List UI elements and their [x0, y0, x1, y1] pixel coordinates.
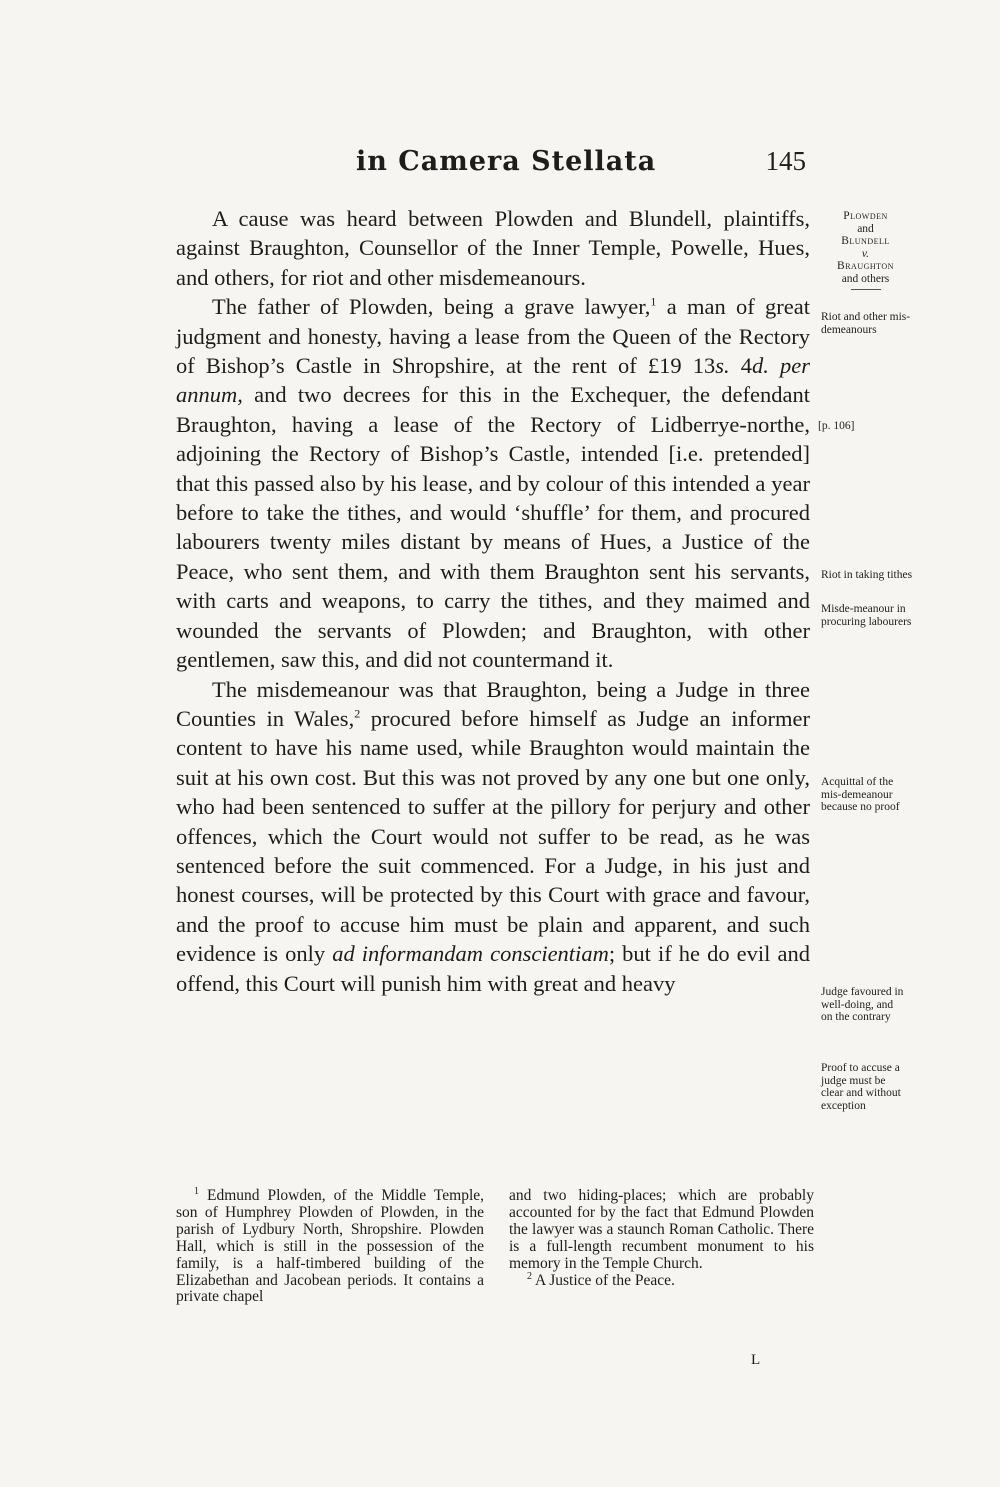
paragraph-2	[176, 292, 810, 674]
footnote-column-left	[176, 1185, 485, 1306]
paragraph-2-text-c: 4	[729, 353, 753, 379]
margin-note-riot: Riot and other mis-demeanours	[821, 311, 911, 336]
footnote-1-text: Edmund Plowden, of the Middle Temple, son of Humphrey Plowden of Plowden, in the parish of Lydbury North, Shropshire. Plowden Hall, which is still in the possession of the family, is a half-timbered building of the Elizabethan and Jacobean periods. It contains a private chapel	[176, 1187, 485, 1306]
paragraph-3-text-c: ; but if he do evil and offend, this Court will punish him with great and heavy	[176, 941, 810, 996]
footnote-2-reference: 2	[354, 706, 361, 721]
running-title: in Camera Stellata	[356, 146, 657, 177]
signature-mark: L	[751, 1352, 761, 1368]
paragraph-1: A cause was heard between Plowden and Blundell, plaintiffs, against Braughton, Counsellor of the Inner Temple, Powelle, Hues, and others, for riot and other misdemeanours.	[176, 206, 810, 290]
case-plaintiffs: Plowden	[843, 210, 888, 222]
margin-note-page-ref: [p. 106]	[818, 420, 855, 432]
pence-abbrev: d.	[752, 353, 769, 379]
page-header	[176, 146, 806, 186]
case-and: and	[857, 222, 874, 235]
paragraph-3	[176, 675, 810, 998]
footnote-2-text: A Justice of the Peace.	[535, 1271, 675, 1289]
shillings-abbrev: s.	[715, 353, 730, 379]
paragraph-2-text-a: The father of Plowden, being a grave lawyer,	[212, 294, 651, 320]
latin-phrase: ad informandam conscientiam	[332, 941, 609, 967]
case-defendant: Braughton	[837, 260, 894, 272]
margin-note-acquittal: Acquittal of the mis-demeanour because no proof	[821, 776, 900, 813]
margin-note-proof: Proof to accuse a judge must be clear and without exception	[821, 1062, 901, 1112]
margin-divider	[851, 289, 881, 290]
margin-note-tithes: Riot in taking tithes	[821, 569, 913, 581]
page-number: 145	[765, 146, 806, 176]
paragraph-3-text-b: procured before himself as Judge an informer content to have his name used, while Braughton would maintain the suit at his own cost. But this was not proved by any one but one only, who had been sentenced to suffer at the pillory for perjury and other offences, which the Court would not suffer to be read, as he was sentenced before the suit commenced. For a Judge, in his just and honest courses, will be protected by this Court with grace and favour, and the proof to accuse him must be plain and apparent, and such evidence is only	[176, 705, 810, 967]
paragraph-2-text-d	[769, 353, 780, 378]
paragraph-2-text-b: a man of great judgment and honesty, having a lease from the Queen of the Rectory of Bishop’s Castle in Shropshire, at the rent of £19 13	[176, 294, 810, 379]
paragraph-2-text-e: and two decrees for this in the Exchequer, the defendant Braughton, having a lease of the Rectory of Lidberrye-northe, adjoining the Rectory of Bishop’s Castle, intended [i.e. pretended] that this passed also by his lease, and by colour of this intended a year before to take the tithes, and would ‘shuffle’ for them, and procured labourers twenty miles distant by means of Hues, a Justice of the Peace, who sent them, and with them Braughton sent his servants, with carts and weapons, to carry the tithes, and they maimed and wounded the servants of Plowden; and Braughton, with other gentlemen, saw this, and did not countermand it.	[176, 382, 810, 673]
footnote-column-right	[509, 1188, 814, 1289]
case-others: and others	[841, 272, 890, 285]
case-blundell: Blundell	[841, 235, 890, 247]
footnote-1-mark: 1	[194, 1185, 199, 1197]
paragraph-3-text-a: The misdemeanour was that Braughton, being a Judge in three Counties in Wales,	[176, 676, 810, 731]
margin-note-judge: Judge favoured in well-doing, and on the contrary	[821, 986, 904, 1023]
footnote-1-reference: 1	[650, 294, 657, 309]
case-versus: v.	[861, 247, 870, 260]
margin-note-case	[818, 210, 913, 293]
margin-note-labourers: Misde-meanour in procuring labourers	[821, 603, 912, 628]
main-text	[176, 204, 810, 998]
footnote-2-mark: 2	[527, 1270, 532, 1282]
footnote-1	[176, 1185, 485, 1306]
per-annum: per annum,	[176, 353, 811, 408]
footnote-2	[509, 1270, 814, 1290]
footnote-1-continued: and two hiding-places; which are probably accounted for by the fact that Edmund Plowden the lawyer was a staunch Roman Catholic. There is a full-length recumbent monument to his memory in the Temple Church.	[509, 1187, 814, 1272]
